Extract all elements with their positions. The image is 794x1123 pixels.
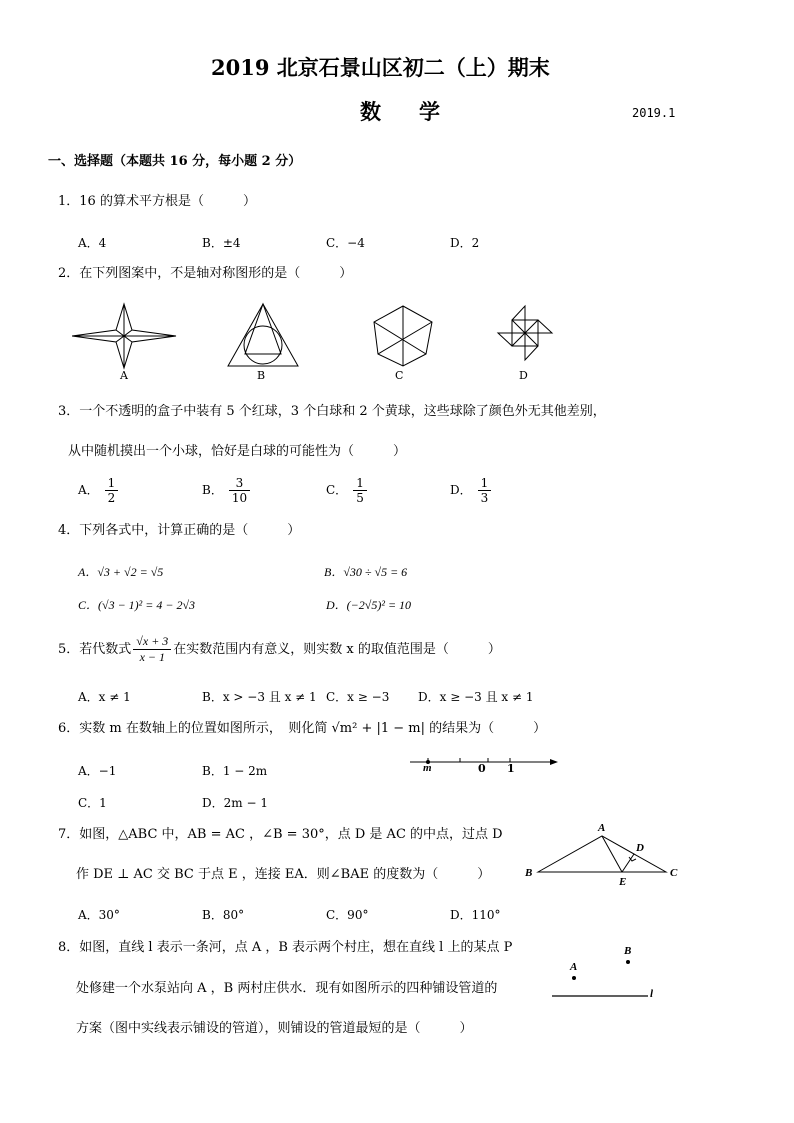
exam-date: 2019.1 <box>632 106 676 120</box>
q5-option-b: B．x > −3 且 x ≠ 1 <box>202 690 317 704</box>
question-8-stem-line1: 8．如图，直线 l 表示一条河，点 A ，B 表示两个村庄，想在直线 l 上的某点 P <box>58 940 513 955</box>
fraction-denominator: 3 <box>478 490 492 505</box>
q3-option-a-fraction <box>105 476 119 505</box>
fraction-numerator: √x + 3 <box>136 634 169 648</box>
q8-label-a: A <box>570 961 578 973</box>
question-1-stem: 1．16 的算术平方根是（ ） <box>58 194 256 209</box>
q3-option-d-fraction <box>478 476 492 505</box>
q5-stem-prefix: 5．若代数式 <box>58 642 132 657</box>
q7-option-d: D．110° <box>450 908 501 922</box>
q2-label-c: C <box>395 369 404 382</box>
q4-option-c: C．(√3 − 1)² = 4 − 2√3 <box>78 598 196 612</box>
fraction-numerator: 1 <box>480 476 489 490</box>
q6-option-a: A．−1 <box>78 764 117 778</box>
q3-option-d <box>450 476 491 505</box>
q2-figure-d-pinwheel <box>496 304 554 364</box>
q5-stem-suffix: 在实数范围内有意义，则实数 x 的取值范围是（ ） <box>173 642 501 657</box>
question-8-stem-line3: 方案（图中实线表示铺设的管道），则铺设的管道最短的是（ ） <box>76 1021 473 1036</box>
question-4-stem: 4．下列各式中，计算正确的是（ ） <box>58 523 301 538</box>
fraction-denominator: 10 <box>229 490 250 505</box>
q7-triangle-figure <box>536 828 670 880</box>
q6-option-b: B．1 − 2m <box>202 764 268 778</box>
q6-option-c: C．1 <box>78 796 107 810</box>
question-3-stem-line2: 从中随机摸出一个小球，恰好是白球的可能性为（ ） <box>68 444 407 459</box>
q1-option-c: C．−4 <box>326 236 365 250</box>
q6-axis-label-0: 0 <box>478 762 486 775</box>
exam-title: 2019 北京石景山区初二（上）期末 <box>211 55 550 80</box>
q6-axis-label-1: 1 <box>507 762 515 775</box>
subject-title: 数学 <box>360 99 478 124</box>
q3-option-c <box>326 476 367 505</box>
fraction-numerator: 1 <box>107 476 116 490</box>
q4-option-a: A．√3 + √2 = √5 <box>78 565 164 579</box>
q8-label-b: B <box>624 945 632 957</box>
q2-label-d: D <box>519 369 528 382</box>
q1-option-b: B．±4 <box>202 236 241 250</box>
q4-option-b: B．√30 ÷ √5 = 6 <box>324 565 408 579</box>
fraction-numerator: 1 <box>356 476 364 490</box>
q1-option-a: A．4 <box>78 236 107 250</box>
q8-river-figure <box>550 950 650 1000</box>
q5-fraction <box>133 634 171 665</box>
fraction-numerator: 3 <box>235 476 244 490</box>
question-5-stem <box>58 634 501 665</box>
q7-option-a: A．30° <box>78 908 120 922</box>
q4-option-d: D．(−2√5)² = 10 <box>326 598 412 612</box>
question-3-stem-line1: 3．一个不透明的盒子中装有 5 个红球，3 个白球和 2 个黄球，这些球除了颜色外无其他差别， <box>58 404 606 419</box>
q2-label-a: A <box>120 369 128 382</box>
q6-axis-label-m: m <box>423 762 432 774</box>
q7-label-d: D <box>636 842 644 854</box>
question-7-stem-line1: 7．如图，△ABC 中，AB = AC ，∠B = 30°，点 D 是 AC 的中点，过点 D <box>58 827 503 842</box>
q7-option-b: B．80° <box>202 908 245 922</box>
fraction-denominator: 5 <box>353 490 367 505</box>
q5-option-d: D．x ≥ −3 且 x ≠ 1 <box>418 690 534 704</box>
fraction-denominator: 2 <box>105 490 119 505</box>
q5-option-c: C．x ≥ −3 <box>326 690 390 704</box>
q7-label-a: A <box>598 822 606 834</box>
fraction-denominator: x − 1 <box>133 649 171 665</box>
q3-option-b <box>202 476 250 505</box>
q7-label-b: B <box>525 867 533 879</box>
question-8-stem-line2: 处修建一个水泵站向 A ，B 两村庄供水．现有如图所示的四种铺设管道的 <box>76 981 498 996</box>
q6-option-d: D．2m − 1 <box>202 796 268 810</box>
q5-option-a: A．x ≠ 1 <box>78 690 131 704</box>
q7-label-e: E <box>619 876 627 888</box>
q3-option-c-fraction <box>353 476 367 505</box>
q2-label-b: B <box>257 369 266 382</box>
q3-option-a <box>78 476 118 505</box>
q7-label-c: C <box>670 867 678 879</box>
q1-option-d: D．2 <box>450 236 480 250</box>
q3-option-d-label: D． <box>450 483 472 497</box>
question-2-stem: 2．在下列图案中，不是轴对称图形的是（ ） <box>58 266 353 281</box>
section-heading: 一、选择题（本题共 16 分，每小题 2 分） <box>48 154 302 169</box>
q7-option-c: C．90° <box>326 908 369 922</box>
q3-option-c-label: C． <box>326 483 348 497</box>
q8-label-l: l <box>650 988 654 1000</box>
q3-option-b-label: B． <box>202 483 223 497</box>
question-7-stem-line2: 作 DE ⊥ AC 交 BC 于点 E ，连接 EA．则∠BAE 的度数为（ ） <box>76 867 491 882</box>
question-6-stem: 6．实数 m 在数轴上的位置如图所示， 则化简 √m² + |1 − m| 的结果为（ ） <box>58 721 547 736</box>
q2-figure-a-star <box>72 302 180 370</box>
q3-option-a-label: A． <box>78 483 99 497</box>
q2-figure-c-pentagon <box>372 304 434 368</box>
q2-figure-b-triangle-circle <box>226 302 300 368</box>
q3-option-b-fraction <box>229 476 250 505</box>
